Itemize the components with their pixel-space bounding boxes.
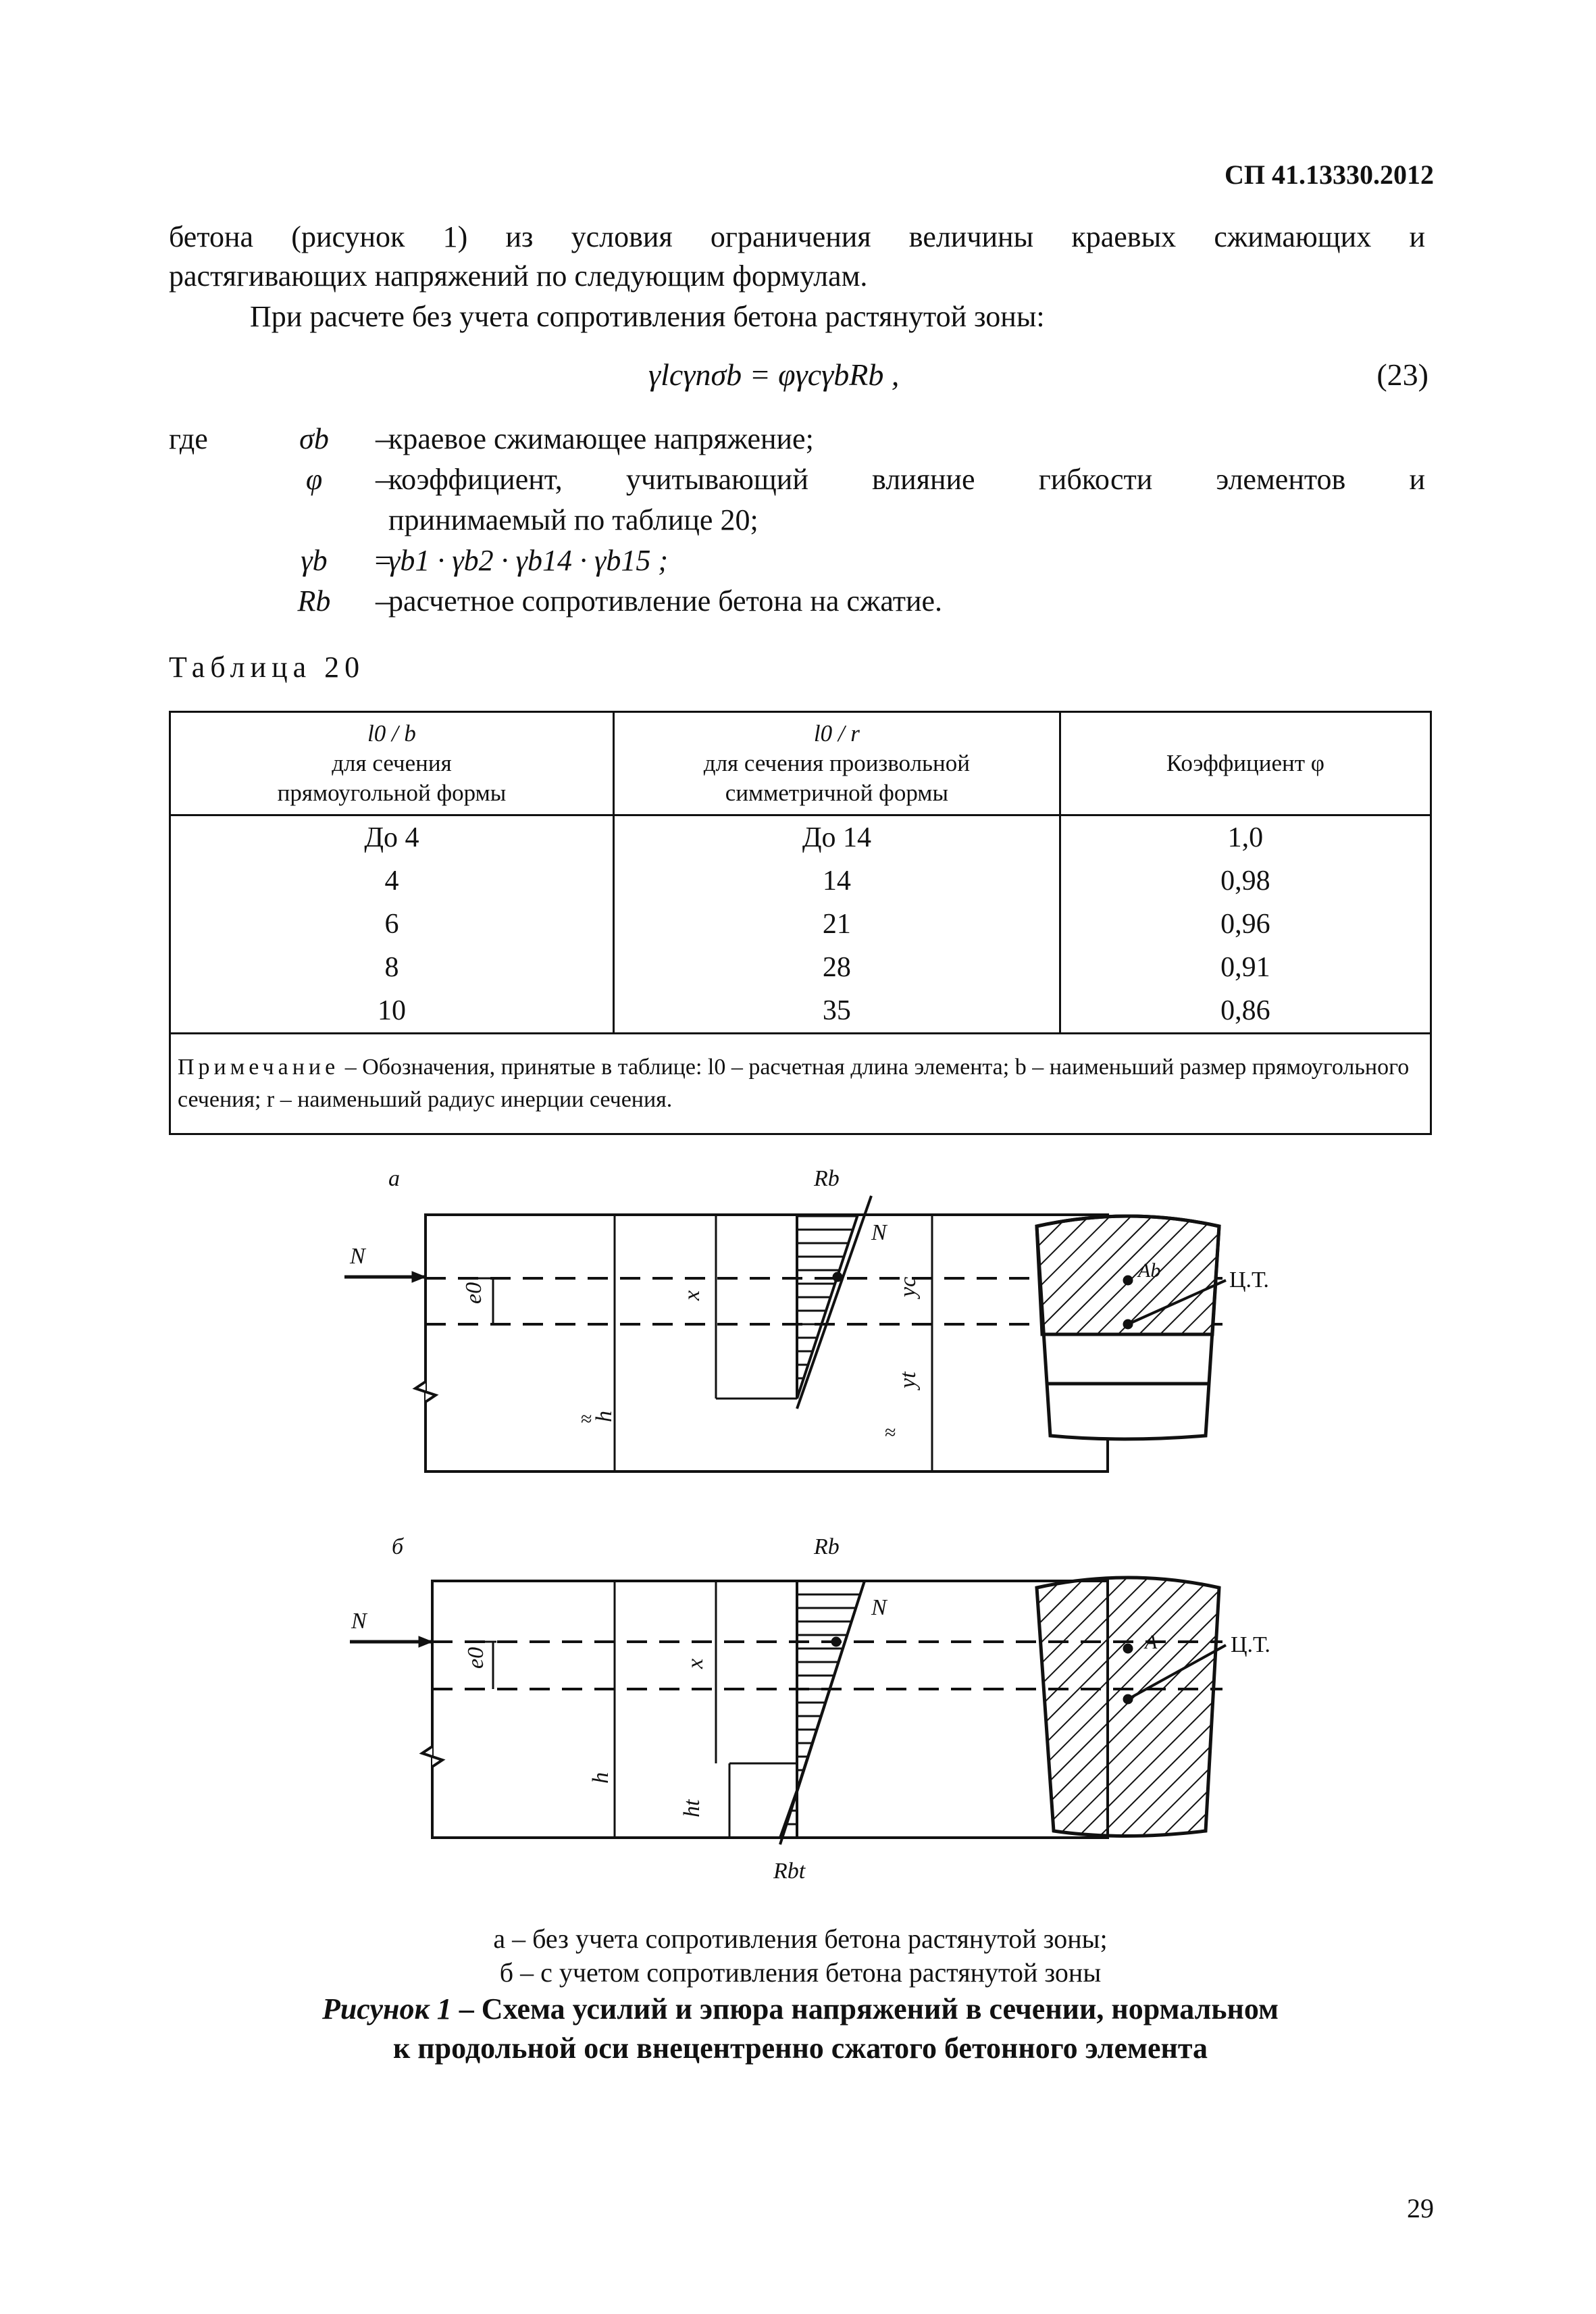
where-label: где — [169, 422, 208, 455]
table-cell: До 4 — [170, 815, 614, 860]
n-label-left-a: N — [350, 1244, 365, 1269]
n-label-right-a: N — [871, 1220, 887, 1245]
intro-line-3: При расчете без учета сопротивления бетона растянутой зоны: — [250, 300, 1045, 333]
definition-text: γb1 · γb2 · γb14 · γb15 ; — [388, 544, 669, 577]
yt-mark-a: ≈ — [885, 1422, 896, 1444]
definition-dash: – — [376, 422, 390, 455]
definition-dash: = — [374, 544, 392, 577]
formula-23: γlcγnσb = φγcγbRb , — [648, 357, 900, 392]
header-cell-coefficient: Коэффициент φ — [1060, 712, 1431, 815]
rbt-label-b: Rbt — [773, 1859, 806, 1884]
figure-captions — [169, 1922, 1432, 1990]
caption-b: б – с учетом сопротивления бетона растянутой зоны — [499, 1957, 1102, 1988]
figure-title — [169, 1990, 1432, 2068]
figure-title-line-1: – Схема усилий и эпюра напряжений в сечении, нормальном — [451, 1992, 1279, 2026]
table-cell: 14 — [613, 859, 1060, 903]
h-mark-a: ≈ — [581, 1408, 592, 1430]
definition-row — [169, 581, 1425, 622]
table-cell: 28 — [613, 946, 1060, 989]
definitions-list — [169, 419, 1425, 622]
figure-title-line-2: к продольной оси внецентренно сжатого бетонного элемента — [392, 2032, 1208, 2065]
table-note — [170, 1034, 1431, 1134]
yc-label-a: yc — [896, 1276, 921, 1297]
table-cell: 0,96 — [1060, 903, 1431, 946]
page-number: 29 — [1407, 2193, 1434, 2223]
table-row — [170, 859, 1431, 903]
element-outline-b — [432, 1581, 1108, 1838]
table-cell: До 14 — [613, 815, 1060, 860]
ct-label-b: Ц.Т. — [1231, 1632, 1270, 1657]
rb-label-b: Rb — [814, 1534, 840, 1559]
definition-row — [169, 459, 1425, 500]
table-caption: Таблица 20 — [169, 651, 365, 684]
h-label-b: h — [588, 1772, 613, 1784]
figure-label: Рисунок 1 — [321, 1992, 452, 2026]
definition-symbol: φ — [305, 463, 323, 496]
intro-line-2: растягивающих напряжений по следующим формулам. — [169, 259, 868, 293]
table-cell: 0,86 — [1060, 989, 1431, 1034]
e0-label-a: e0 — [461, 1282, 486, 1304]
table-row — [170, 946, 1431, 989]
definition-dash: – — [376, 463, 390, 496]
header-cell-l0-r: l0 / r для сечения произвольной симметричной формы — [613, 712, 1060, 815]
document-code: СП 41.13330.2012 — [1225, 159, 1434, 190]
yt-label-a: yt — [896, 1372, 921, 1388]
table-row — [170, 989, 1431, 1034]
caption-a: а – без учета сопротивления бетона растянутой зоны; — [493, 1923, 1108, 1954]
definition-row — [169, 500, 1425, 540]
definition-symbol: Rb — [297, 584, 331, 618]
definition-row — [169, 540, 1425, 581]
table-cell: 6 — [170, 903, 614, 946]
note-text: – Обозначения, принятые в таблице: l0 – расчетная длина элемента; b – наименьший размер прямоугольного сечения; r – наименьший радиус инерции сечения. — [178, 1055, 1410, 1112]
definition-text: расчетное сопротивление бетона на сжатие. — [388, 584, 943, 618]
table-cell: 4 — [170, 859, 614, 903]
ct-label-a: Ц.Т. — [1229, 1267, 1269, 1292]
definition-dash: – — [376, 584, 390, 618]
note-label: Примечание — [178, 1055, 340, 1080]
table-cell: 0,91 — [1060, 946, 1431, 989]
table-row — [170, 815, 1431, 860]
e0-label-b: e0 — [463, 1646, 488, 1669]
table-cell: 21 — [613, 903, 1060, 946]
rb-label-a: Rb — [814, 1169, 840, 1191]
table-cell: 35 — [613, 989, 1060, 1034]
ab-label-a: Ab — [1138, 1259, 1161, 1282]
header-cell-l0-b: l0 / b для сечения прямоугольной формы — [170, 712, 614, 815]
table-cell: 8 — [170, 946, 614, 989]
definition-symbol: σb — [299, 422, 329, 455]
ht-label-b: ht — [679, 1799, 704, 1817]
panel-a-label: а — [388, 1169, 400, 1191]
h-label-a: h — [592, 1411, 617, 1422]
table-row — [170, 903, 1431, 946]
definition-text: краевое сжимающее напряжение; — [388, 422, 814, 455]
stress-diagram-a — [797, 1215, 858, 1399]
formula-number: (23) — [1376, 357, 1428, 392]
table-20 — [169, 711, 1432, 1135]
x-label-a: x — [679, 1290, 704, 1301]
table-cell: 1,0 — [1060, 815, 1431, 860]
intro-line-1: бетона (рисунок 1) из условия ограничения величины краевых сжимающих и — [169, 220, 1425, 253]
a-label-b: A — [1145, 1631, 1158, 1653]
n-label-right-b: N — [871, 1595, 887, 1620]
definition-symbol: γb — [301, 544, 328, 577]
definition-text: коэффициент, учитывающий влияние гибкости элементов и — [388, 463, 1425, 496]
table-note-row — [170, 1034, 1431, 1134]
x-label-b: x — [683, 1658, 708, 1669]
panel-b-label: б — [392, 1534, 404, 1559]
cross-section-b — [1037, 1578, 1219, 1836]
n-label-left-b: N — [351, 1609, 367, 1634]
panel-a — [344, 1169, 1269, 1472]
definition-row — [169, 419, 1425, 459]
figure-1-diagram — [169, 1169, 1432, 1912]
panel-b — [350, 1534, 1270, 1884]
element-outline-a — [426, 1215, 1108, 1472]
table-cell: 0,98 — [1060, 859, 1431, 903]
table-cell: 10 — [170, 989, 614, 1034]
definition-text: принимаемый по таблице 20; — [388, 503, 758, 536]
